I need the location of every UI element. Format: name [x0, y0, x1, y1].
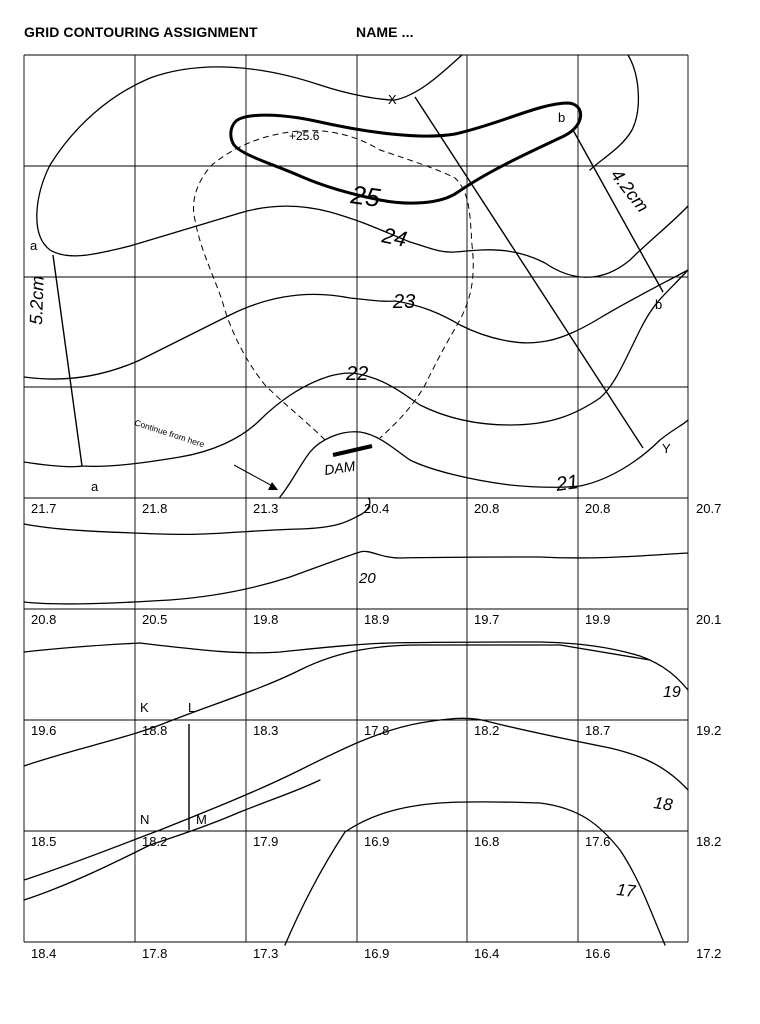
continue-note: Continue from here: [133, 417, 206, 450]
contour-line-24-east: [590, 55, 638, 170]
spot-height: 18.2: [474, 723, 500, 738]
label-b-south: b: [655, 297, 663, 312]
label-y: Y: [662, 441, 671, 456]
spot-height: 20.5: [142, 612, 168, 627]
contour-label-23: 23: [393, 291, 416, 313]
spot-height: 18.9: [364, 612, 390, 627]
continue-arrow-head: [268, 482, 278, 490]
contour-line-20: [24, 551, 688, 604]
spot-height: 19.9: [585, 612, 611, 627]
spot-height: 17.9: [253, 834, 279, 849]
spot-height: 18.5: [31, 834, 57, 849]
label-x: X: [388, 92, 397, 107]
label-l: L: [188, 700, 196, 715]
spot-height: 20.1: [696, 612, 722, 627]
spot-height: 20.8: [31, 612, 57, 627]
label-k: K: [140, 700, 149, 715]
spot-height: 20.4: [364, 501, 390, 516]
spot-height: 18.3: [253, 723, 279, 738]
contour-line-18: [24, 645, 650, 766]
contour-label-22: 22: [346, 363, 369, 385]
catchment-outline: [194, 131, 474, 440]
spot-height: 19.8: [253, 612, 279, 627]
spot-height: 18.8: [142, 723, 168, 738]
spot-height: 17.8: [364, 723, 390, 738]
section-line-a-a: [53, 255, 82, 466]
spot-height: 16.9: [364, 834, 390, 849]
spot-height: 18.2: [696, 834, 722, 849]
spot-height: 16.6: [585, 946, 611, 961]
contour-line-25: [231, 103, 581, 203]
measurement-b-b: 4.2cm: [606, 165, 653, 217]
measurement-a-a: 5.2cm: [26, 275, 48, 326]
spot-height: 17.8: [142, 946, 168, 961]
contour-label-17: 17: [615, 880, 637, 901]
spot-height: 19.2: [696, 723, 722, 738]
spot-height: 17.3: [253, 946, 279, 961]
contour-label-24: 24: [379, 222, 410, 252]
label-a-north: a: [30, 238, 38, 253]
spot-height: 19.7: [474, 612, 500, 627]
contour-line-17: [24, 718, 688, 880]
spot-height: 17.2: [696, 946, 722, 961]
contour-line-16-5: [285, 802, 665, 945]
label-b-north: b: [558, 110, 566, 125]
spot-height: 20.7: [696, 501, 722, 516]
label-n: N: [140, 812, 150, 827]
label-m: M: [196, 812, 207, 827]
continue-arrow: [234, 465, 276, 488]
section-line-b-b: [573, 130, 663, 292]
peak-spot-height: +25.6: [289, 129, 320, 143]
spot-height: 21.8: [142, 501, 168, 516]
spot-height: 16.9: [364, 946, 390, 961]
spot-height: 21.3: [253, 501, 279, 516]
spot-height: 17.6: [585, 834, 611, 849]
contour-label-20: 20: [359, 570, 376, 587]
contour-label-21: 21: [554, 471, 580, 496]
contour-label-19: 19: [663, 684, 681, 701]
contour-label-18: 18: [652, 793, 674, 815]
spot-height: 20.8: [585, 501, 611, 516]
spot-height: 20.8: [474, 501, 500, 516]
spot-height: 16.4: [474, 946, 500, 961]
contour-label-25: 25: [349, 179, 382, 213]
contour-line-20-upper: [24, 498, 370, 534]
spot-height: 16.8: [474, 834, 500, 849]
spot-height: 21.7: [31, 501, 57, 516]
contour-line-21: [24, 420, 688, 497]
spot-height: 18.4: [31, 946, 57, 961]
spot-height: 18.7: [585, 723, 611, 738]
label-a-south: a: [91, 479, 99, 494]
spot-height: 18.2: [142, 834, 168, 849]
spot-height: 19.6: [31, 723, 57, 738]
assignment-title: GRID CONTOURING ASSIGNMENT: [24, 24, 258, 40]
dam-line: [333, 446, 372, 455]
name-field-label: NAME ...: [356, 24, 414, 40]
dam-label: DAM: [323, 457, 357, 478]
